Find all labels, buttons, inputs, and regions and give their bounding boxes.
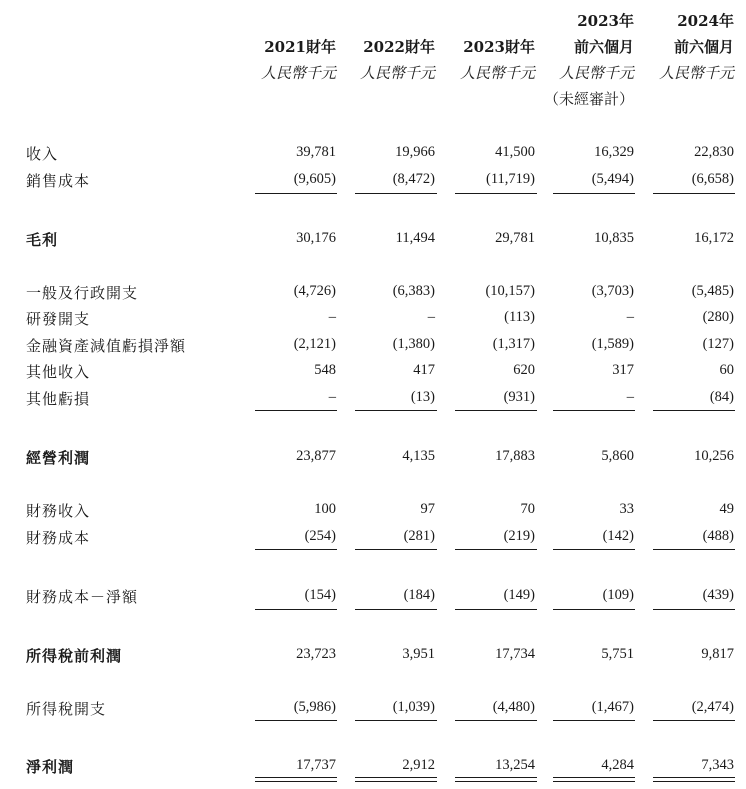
subtotal-rule (255, 720, 337, 721)
table-cell: (3,703) (591, 283, 634, 299)
table-cell: (4,480) (492, 699, 535, 715)
table-cell: (8,472) (392, 171, 435, 187)
row-label: 所得稅開支 (26, 700, 107, 718)
table-cell: (1,380) (392, 336, 435, 352)
table-cell: 4,284 (601, 757, 634, 773)
row-label: 經營利潤 (26, 449, 91, 467)
table-cell: (280) (702, 309, 734, 325)
table-cell: 19,966 (395, 144, 435, 160)
subtotal-rule (355, 609, 437, 610)
table-cell: (184) (403, 587, 435, 603)
row-label: 所得稅前利潤 (26, 647, 123, 665)
row-label: 財務收入 (26, 502, 91, 520)
table-cell: 97 (420, 501, 435, 517)
table-cell: 70 (520, 501, 535, 517)
table-cell: 10,256 (694, 448, 734, 464)
table-cell: 417 (413, 362, 435, 378)
subtotal-rule (653, 193, 735, 194)
table-cell: 16,329 (594, 144, 634, 160)
table-cell: (1,039) (392, 699, 435, 715)
subtotal-rule (455, 549, 537, 550)
subtotal-rule (255, 410, 337, 411)
table-cell: 22,830 (694, 144, 734, 160)
table-cell: (281) (403, 528, 435, 544)
table-cell: – (328, 309, 336, 325)
table-cell: (2,474) (691, 699, 734, 715)
table-cell: 41,500 (495, 144, 535, 160)
col3-unit: 人民幣千元 (459, 64, 535, 82)
table-cell: (11,719) (486, 171, 535, 187)
table-cell: 33 (619, 501, 634, 517)
row-label: 金融資產減值虧損淨額 (26, 337, 187, 355)
subtotal-rule (553, 193, 635, 194)
table-cell: (488) (702, 528, 734, 544)
table-cell: (113) (504, 309, 535, 325)
subtotal-rule (255, 193, 337, 194)
table-cell: 548 (314, 362, 336, 378)
table-cell: (219) (503, 528, 535, 544)
row-label: 研發開支 (26, 310, 91, 328)
subtotal-rule (553, 549, 635, 550)
table-cell: 29,781 (495, 230, 535, 246)
table-cell: (9,605) (293, 171, 336, 187)
total-double-rule (355, 777, 437, 782)
col4-period: 前六個月 (573, 38, 634, 56)
row-label: 銷售成本 (26, 172, 91, 190)
table-cell: 16,172 (694, 230, 734, 246)
table-cell: (439) (702, 587, 734, 603)
col5-year: 2024年 (677, 12, 734, 30)
total-double-rule (553, 777, 635, 782)
table-cell: (13) (410, 389, 435, 405)
table-cell: (2,121) (293, 336, 336, 352)
table-cell: (4,726) (293, 283, 336, 299)
table-cell: – (328, 389, 336, 405)
total-double-rule (653, 777, 735, 782)
table-cell: (1,589) (591, 336, 634, 352)
subtotal-rule (455, 410, 537, 411)
row-label: 其他虧損 (26, 390, 91, 408)
subtotal-rule (553, 609, 635, 610)
table-cell: 100 (314, 501, 336, 517)
table-cell: 3,951 (402, 646, 435, 662)
subtotal-rule (455, 720, 537, 721)
subtotal-rule (653, 549, 735, 550)
table-cell: (1,317) (492, 336, 535, 352)
table-cell: 5,751 (601, 646, 634, 662)
table-cell: 2,912 (402, 757, 435, 773)
col4-year: 2023年 (577, 12, 634, 30)
col4-note: （未經審計） (543, 90, 634, 108)
table-cell: (84) (709, 389, 734, 405)
row-label: 毛利 (26, 231, 59, 249)
table-cell: 60 (719, 362, 734, 378)
col1-period: 2021財年 (264, 38, 336, 56)
table-cell: 5,860 (601, 448, 634, 464)
row-label: 收入 (26, 145, 59, 163)
col2-unit: 人民幣千元 (359, 64, 435, 82)
table-cell: – (427, 309, 435, 325)
subtotal-rule (355, 410, 437, 411)
subtotal-rule (255, 609, 337, 610)
table-cell: (5,986) (293, 699, 336, 715)
subtotal-rule (553, 410, 635, 411)
total-double-rule (255, 777, 337, 782)
subtotal-rule (653, 609, 735, 610)
table-cell: 17,883 (495, 448, 535, 464)
subtotal-rule (653, 720, 735, 721)
subtotal-rule (455, 193, 537, 194)
row-label: 財務成本－淨額 (26, 588, 139, 606)
table-cell: 30,176 (296, 230, 336, 246)
table-cell: 9,817 (701, 646, 734, 662)
subtotal-rule (355, 720, 437, 721)
table-cell: (5,494) (591, 171, 634, 187)
table-cell: (5,485) (691, 283, 734, 299)
row-label: 淨利潤 (26, 758, 75, 776)
subtotal-rule (355, 549, 437, 550)
subtotal-rule (355, 193, 437, 194)
table-cell: (10,157) (485, 283, 535, 299)
table-cell: (142) (602, 528, 634, 544)
table-cell: 39,781 (296, 144, 336, 160)
col4-unit: 人民幣千元 (558, 64, 634, 82)
col2-period: 2022財年 (363, 38, 435, 56)
table-cell: 23,877 (296, 448, 336, 464)
table-cell: (1,467) (591, 699, 634, 715)
table-cell: 23,723 (296, 646, 336, 662)
table-cell: (931) (503, 389, 535, 405)
table-cell: – (626, 309, 634, 325)
col3-period: 2023財年 (463, 38, 535, 56)
table-cell: (154) (304, 587, 336, 603)
table-cell: (6,383) (392, 283, 435, 299)
table-cell: – (626, 389, 634, 405)
row-label: 財務成本 (26, 529, 91, 547)
table-cell: 49 (719, 501, 734, 517)
table-cell: 10,835 (594, 230, 634, 246)
subtotal-rule (255, 549, 337, 550)
table-cell: (149) (503, 587, 535, 603)
row-label: 一般及行政開支 (26, 284, 139, 302)
subtotal-rule (455, 609, 537, 610)
subtotal-rule (653, 410, 735, 411)
subtotal-rule (553, 720, 635, 721)
table-cell: 17,734 (495, 646, 535, 662)
table-cell: 13,254 (495, 757, 535, 773)
total-double-rule (455, 777, 537, 782)
col5-unit: 人民幣千元 (658, 64, 734, 82)
table-cell: 17,737 (296, 757, 336, 773)
col1-unit: 人民幣千元 (260, 64, 336, 82)
table-cell: 620 (513, 362, 535, 378)
table-cell: 4,135 (402, 448, 435, 464)
table-cell: (6,658) (691, 171, 734, 187)
row-label: 其他收入 (26, 363, 91, 381)
table-cell: (127) (702, 336, 734, 352)
table-cell: (109) (602, 587, 634, 603)
col5-period: 前六個月 (673, 38, 734, 56)
table-cell: 317 (612, 362, 634, 378)
table-cell: 11,494 (395, 230, 435, 246)
table-cell: (254) (304, 528, 336, 544)
table-cell: 7,343 (701, 757, 734, 773)
